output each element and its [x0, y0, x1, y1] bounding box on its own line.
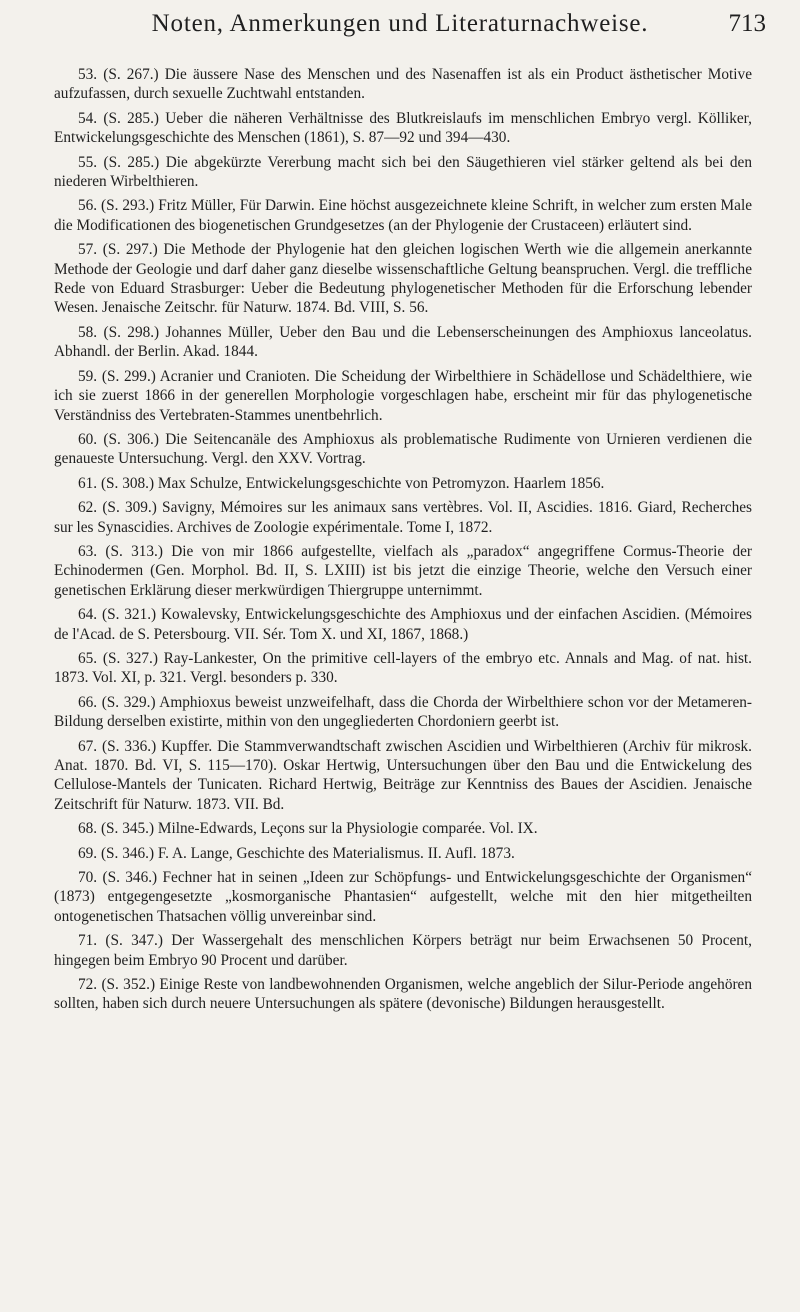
note-68: 68. (S. 345.) Milne-Edwards, Leçons sur la Physiologie comparée. Vol. IX. — [78, 820, 538, 838]
note-70: 70. (S. 346.) Fechner hat in seinen „Ideen zur Schöpfungs- und Entwickelungsgeschichte der Organismen“ (1873) entgegengesetzte „kosmorganische Phantasien“ aufgestellt, welche mit den hier mitgetheilten ontogenetischen Thatsachen völlig unvereinbar sind. — [54, 869, 752, 925]
note-65: 65. (S. 327.) Ray-Lankester, On the primitive cell-layers of the embryo etc. Annals and Mag. of nat. hist. 1873. Vol. XI, p. 321. Vergl. besonders p. 330. — [54, 649, 752, 687]
note-59: 59. (S. 299.) Acranier und Cranioten. Die Scheidung der Wirbelthiere in Schädellose und Schädelthiere, wie ich sie zuerst 1866 in der generellen Morphologie vorgeschlagen habe, erscheint mir für das phylogenetische Verständniss des Vertebraten-Stammes unentbehrlich. — [54, 367, 752, 424]
note-58: 58. (S. 298.) Johannes Müller, Ueber den Bau und die Lebenserscheinungen des Amphioxus lanceolatus. Abhandl. der Berlin. Akad. 1844. — [54, 323, 752, 361]
note-60: 60. (S. 306.) Die Seitencanäle des Amphioxus als problematische Rudimente von Urnieren verdienen die genaueste Untersuchung. Vergl. den XXV. Vortrag. — [54, 430, 752, 468]
note-72: 72. (S. 352.) Einige Reste von landbewohnenden Organismen, welche angeblich der Silur-Periode angehören sollten, haben sich durch neuere Untersuchungen als spätere (devonische) Bildungen herausgestellt. — [54, 976, 752, 1013]
note-67: 67. (S. 336.) Kupffer. Die Stammverwandtschaft zwischen Ascidien und Wirbelthieren (Archiv für mikrosk. Anat. 1870. Bd. VI, S. 115—170). Oskar Hertwig, Untersuchungen über den Bau und die Entwickelung des Cellulose-Mantels der Tunicaten. Richard Hertwig, Beiträge zur Kenntniss des Baues der Ascidien. Jenaische Zeitschrift für Naturw. 1873. VII. Bd. — [54, 737, 752, 813]
note-55: 55. (S. 285.) Die abgekürzte Vererbung macht sich bei den Säugethieren viel stärker geltend als bei den niederen Wirbelthieren. — [54, 153, 752, 191]
note-69: 69. (S. 346.) F. A. Lange, Geschichte des Materialismus. II. Aufl. 1873. — [78, 844, 515, 862]
page-number: 713 — [728, 10, 766, 37]
note-57: 57. (S. 297.) Die Methode der Phylogenie hat den gleichen logischen Werth wie die allgemein anerkannte Methode der Geologie und darf daher ganz dieselbe wissenschaftliche Geltung beanspruchen. Vergl. die treffliche Rede von Eduard Strasburger: Ueber die Bedeutung phylogenetischer Methoden für die Erforschung lebender Wesen. Jenaische Zeitschr. für Naturw. 1874. Bd. VIII, S. 56. — [54, 241, 752, 317]
note-64: 64. (S. 321.) Kowalevsky, Entwickelungsgeschichte des Amphioxus und der einfachen Ascidien. (Mémoires de l'Acad. de S. Petersbourg. VII. Sér. Tom X. und XI, 1867, 1868.) — [54, 606, 752, 643]
note-54: 54. (S. 285.) Ueber die näheren Verhältnisse des Blutkreislaufs im menschlichen Embryo vergl. Kölliker, Entwickelungsgeschichte des Menschen (1861), S. 87—92 und 394—430. — [54, 109, 752, 147]
header-title: Noten, Anmerkungen und Literaturnachweise. — [151, 10, 649, 37]
running-header — [0, 8, 800, 48]
note-61: 61. (S. 308.) Max Schulze, Entwickelungsgeschichte von Petromyzon. Haarlem 1856. — [78, 474, 605, 492]
note-53: 53. (S. 267.) Die äussere Nase des Menschen und des Nasenaffen ist als ein Product ästhetischer Motive aufzufassen, durch sexuelle Zuchtwahl entstanden. — [54, 66, 752, 103]
notes-list — [54, 65, 752, 1019]
note-56: 56. (S. 293.) Fritz Müller, Für Darwin. Eine höchst ausgezeichnete kleine Schrift, in welcher zum ersten Male die Modificationen des biogenetischen Grundgesetzes (an der Phylogenie der Crustaceen) erläutert sind. — [54, 197, 752, 234]
note-63: 63. (S. 313.) Die von mir 1866 aufgestellte, vielfach als „paradox“ angegriffene Cormus-Theorie der Echinodermen (Gen. Morphol. Bd. II, S. LXIII) ist bis jetzt die einzige Theorie, welche den Versuch einer genetischen Erklärung dieser merkwürdigen Thiergruppe unternimmt. — [54, 542, 752, 599]
note-71: 71. (S. 347.) Der Wassergehalt des menschlichen Körpers beträgt nur beim Erwachsenen 50 Procent, hingegen beim Embryo 90 Procent und darüber. — [54, 932, 752, 969]
note-62: 62. (S. 309.) Savigny, Mémoires sur les animaux sans vertèbres. Vol. II, Ascidies. 1816. Giard, Recherches sur les Synascidies. Archives de Zoologie expérimentale. Tome I, 1872. — [54, 499, 752, 536]
note-66: 66. (S. 329.) Amphioxus beweist unzweifelhaft, dass die Chorda der Wirbelthiere schon vor der Metameren-Bildung derselben existirte, mithin von den ungegliederten Chordoniern geerbt ist. — [54, 693, 752, 731]
